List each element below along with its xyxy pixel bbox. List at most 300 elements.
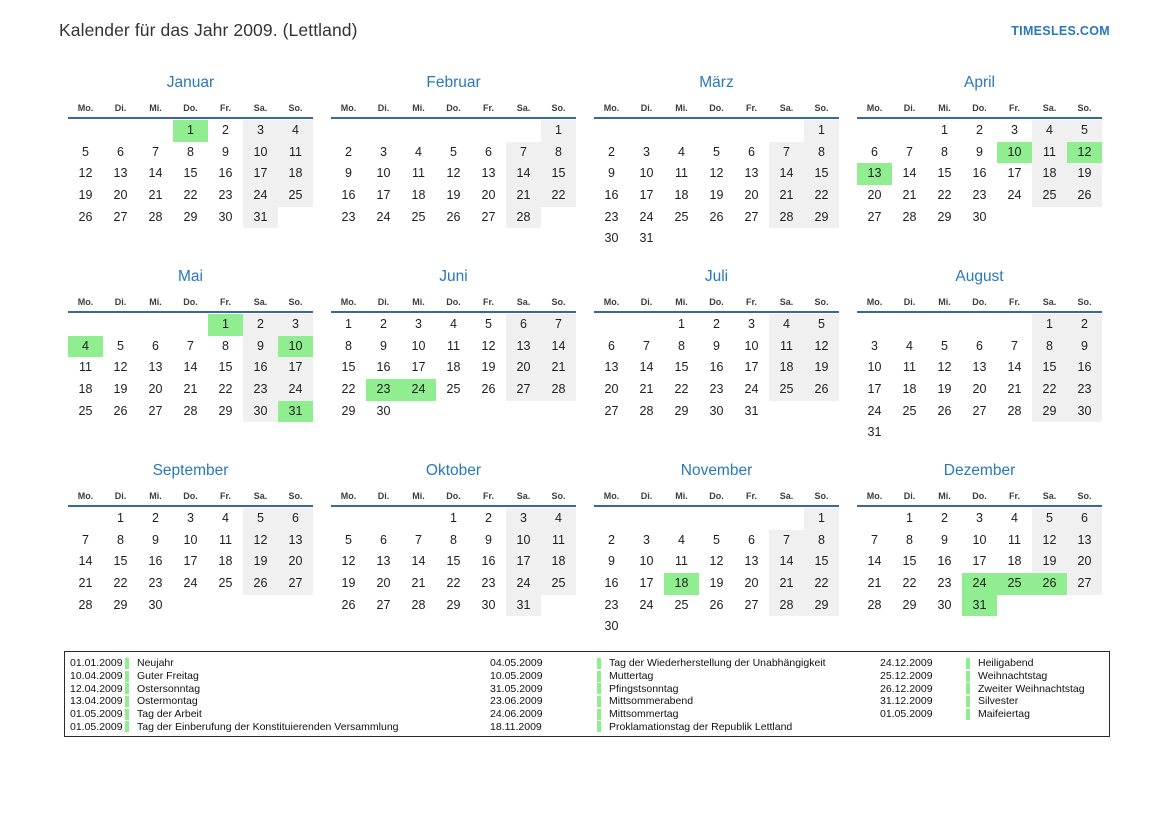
day-cell: 16 xyxy=(937,554,952,569)
day-cell: 17 xyxy=(278,357,313,379)
month-title: Januar xyxy=(166,74,215,91)
day-cell: 15 xyxy=(446,554,461,569)
calendar-grid xyxy=(68,72,1102,654)
day-cell: 7 xyxy=(82,532,89,547)
day-cell: 2 xyxy=(380,317,387,331)
day-cell: 27 xyxy=(113,209,128,224)
month-title: Dezember xyxy=(943,462,1016,479)
day-cell: 29 xyxy=(1032,401,1067,423)
day-cell-empty xyxy=(699,508,734,530)
day-cell: 27 xyxy=(278,573,313,595)
day-cell: 31 xyxy=(867,425,882,440)
day-cell: 29 xyxy=(218,403,233,418)
day-cell: 6 xyxy=(748,532,755,547)
holiday-marker-icon xyxy=(966,683,970,694)
day-cell: 30 xyxy=(972,209,987,224)
day-cell: 28 xyxy=(411,597,426,612)
day-cell: 5 xyxy=(713,144,720,159)
holiday-marker-icon xyxy=(597,658,601,669)
day-cell: 30 xyxy=(709,403,724,418)
day-cell: 25 xyxy=(78,403,93,418)
day-cell: 3 xyxy=(643,532,650,547)
day-cell-empty xyxy=(769,120,804,142)
day-cell: 4 xyxy=(1011,511,1018,525)
weekday-label: Do. xyxy=(446,491,461,501)
day-cell: 29 xyxy=(113,597,128,612)
day-cell: 14 xyxy=(769,163,804,185)
weekday-label: Fr. xyxy=(482,491,494,501)
day-grid xyxy=(68,120,313,228)
day-cell: 28 xyxy=(541,379,576,401)
legend-column xyxy=(880,657,1109,736)
holiday-marker-icon xyxy=(597,683,601,694)
day-cell: 22 xyxy=(902,576,917,591)
weekday-label: Di. xyxy=(903,103,916,113)
legend-name: Muttertag xyxy=(609,670,654,683)
legend-item xyxy=(880,670,1109,683)
day-cell-empty xyxy=(471,401,506,423)
day-cell: 21 xyxy=(902,188,917,203)
day-cell-empty xyxy=(892,120,927,142)
weekday-label: Do. xyxy=(972,103,987,113)
day-cell: 1 xyxy=(941,123,948,137)
legend-item xyxy=(490,708,880,721)
month-title: September xyxy=(152,462,229,479)
day-cell: 8 xyxy=(906,532,913,547)
day-cell: 26 xyxy=(446,209,461,224)
day-cell: 24 xyxy=(183,576,198,591)
day-cell: 18 xyxy=(541,551,576,573)
day-cell: 23 xyxy=(218,188,233,203)
day-cell: 24 xyxy=(376,209,391,224)
day-cell: 24 xyxy=(867,403,882,418)
day-cell: 15 xyxy=(902,554,917,569)
day-cell: 28 xyxy=(867,597,882,612)
legend-date: 04.05.2009 xyxy=(490,657,543,670)
day-cell: 27 xyxy=(867,209,882,224)
legend-item xyxy=(70,682,490,695)
day-cell: 20 xyxy=(148,382,163,397)
day-cell: 4 xyxy=(1032,120,1067,142)
day-cell-empty xyxy=(664,616,699,638)
day-cell-empty xyxy=(138,314,173,336)
holiday-marker-icon xyxy=(966,709,970,720)
day-cell: 24 xyxy=(506,573,541,595)
day-cell: 28 xyxy=(78,597,93,612)
month-block-september xyxy=(68,460,313,654)
day-cell: 22 xyxy=(341,382,356,397)
day-cell: 3 xyxy=(643,144,650,159)
day-cell: 16 xyxy=(604,576,619,591)
day-cell-empty xyxy=(1032,595,1067,617)
day-cell: 16 xyxy=(218,166,233,181)
day-cell: 3 xyxy=(415,317,422,331)
day-cell: 6 xyxy=(117,144,124,159)
day-cell-empty xyxy=(857,314,892,336)
day-cell-empty xyxy=(173,314,208,336)
legend-name: Tag der Arbeit xyxy=(137,708,202,721)
weekday-label: Di. xyxy=(377,103,390,113)
day-cell-holiday: 18 xyxy=(664,573,699,595)
day-cell: 20 xyxy=(113,188,128,203)
weekday-label: Fr. xyxy=(1008,297,1020,307)
weekday-label: Di. xyxy=(903,491,916,501)
day-cell: 7 xyxy=(187,338,194,353)
day-cell-empty xyxy=(769,508,804,530)
day-cell-empty xyxy=(962,314,997,336)
day-cell: 13 xyxy=(481,166,496,181)
day-cell-empty xyxy=(506,120,541,142)
day-cell: 22 xyxy=(1032,379,1067,401)
day-cell-empty xyxy=(997,207,1032,229)
day-cell: 21 xyxy=(769,573,804,595)
day-cell: 2 xyxy=(222,123,229,137)
weekday-label: Sa. xyxy=(1042,491,1057,501)
weekday-label: So. xyxy=(288,103,303,113)
day-cell: 1 xyxy=(804,120,839,142)
weekday-header-row xyxy=(68,98,313,119)
day-cell-empty xyxy=(997,422,1032,444)
day-cell: 26 xyxy=(243,573,278,595)
day-cell: 2 xyxy=(608,532,615,547)
weekday-header-row xyxy=(594,292,839,313)
day-cell-empty xyxy=(436,120,471,142)
weekday-header-row xyxy=(594,98,839,119)
day-cell: 19 xyxy=(1032,551,1067,573)
day-cell: 4 xyxy=(678,532,685,547)
day-cell-holiday: 26 xyxy=(1032,573,1067,595)
day-cell: 13 xyxy=(604,360,619,375)
holiday-marker-icon xyxy=(125,658,129,669)
day-cell: 10 xyxy=(867,360,882,375)
weekday-label: Do. xyxy=(446,297,461,307)
day-cell: 13 xyxy=(278,530,313,552)
day-cell: 19 xyxy=(341,576,356,591)
day-cell: 5 xyxy=(713,532,720,547)
day-cell: 11 xyxy=(1008,532,1021,547)
day-cell: 8 xyxy=(222,338,229,353)
day-cell: 14 xyxy=(411,554,426,569)
day-cell: 4 xyxy=(906,338,913,353)
day-cell-empty xyxy=(804,228,839,250)
legend-item xyxy=(880,695,1109,708)
weekday-label: Do. xyxy=(183,103,198,113)
day-cell: 22 xyxy=(804,573,839,595)
weekday-label: Mi. xyxy=(412,297,425,307)
day-cell: 22 xyxy=(541,185,576,207)
day-cell: 21 xyxy=(541,357,576,379)
weekday-label: Mi. xyxy=(149,297,162,307)
day-cell-empty xyxy=(366,120,401,142)
day-cell: 14 xyxy=(769,551,804,573)
day-cell: 9 xyxy=(485,532,492,547)
day-cell: 17 xyxy=(1007,166,1022,181)
day-cell: 27 xyxy=(376,597,391,612)
day-cell: 31 xyxy=(506,595,541,617)
day-grid xyxy=(594,314,839,422)
day-cell: 15 xyxy=(541,163,576,185)
day-cell: 28 xyxy=(506,207,541,229)
day-cell: 27 xyxy=(481,209,496,224)
weekday-label: Mo. xyxy=(77,103,94,113)
legend-name: Ostersonntag xyxy=(137,682,201,695)
day-cell: 23 xyxy=(148,576,163,591)
legend-name: Maifeiertag xyxy=(978,708,1030,721)
weekday-label: Sa. xyxy=(516,491,531,501)
day-grid xyxy=(331,120,576,228)
day-cell: 18 xyxy=(278,163,313,185)
day-cell: 8 xyxy=(678,338,685,353)
weekday-label: Sa. xyxy=(516,103,531,113)
day-cell: 17 xyxy=(376,188,391,203)
weekday-header-row xyxy=(331,486,576,507)
weekday-label: So. xyxy=(288,491,303,501)
day-cell-empty xyxy=(857,508,892,530)
day-cell: 7 xyxy=(541,314,576,336)
weekday-label: Mo. xyxy=(77,297,94,307)
day-cell: 19 xyxy=(78,188,93,203)
day-cell: 27 xyxy=(744,209,759,224)
weekday-label: So. xyxy=(1077,491,1092,501)
day-cell: 22 xyxy=(446,576,461,591)
weekday-label: Mi. xyxy=(938,491,951,501)
weekday-label: Fr. xyxy=(219,103,231,113)
weekday-label: Mi. xyxy=(938,103,951,113)
day-cell: 6 xyxy=(871,144,878,159)
day-cell-empty xyxy=(331,508,366,530)
weekday-label: Di. xyxy=(640,297,653,307)
day-cell: 28 xyxy=(1007,403,1022,418)
day-cell-empty xyxy=(804,616,839,638)
day-cell: 9 xyxy=(976,144,983,159)
day-cell: 13 xyxy=(376,554,391,569)
day-grid xyxy=(331,508,576,616)
day-cell-empty xyxy=(594,120,629,142)
day-cell: 19 xyxy=(709,576,724,591)
day-cell: 28 xyxy=(769,207,804,229)
day-cell: 20 xyxy=(376,576,391,591)
day-cell: 26 xyxy=(481,382,496,397)
day-cell: 7 xyxy=(415,532,422,547)
day-cell-empty xyxy=(1032,207,1067,229)
day-cell: 16 xyxy=(972,166,987,181)
weekday-label: So. xyxy=(551,297,566,307)
day-cell: 20 xyxy=(506,357,541,379)
day-cell: 5 xyxy=(450,144,457,159)
weekday-label: Fr. xyxy=(1008,103,1020,113)
day-cell-empty xyxy=(278,595,313,617)
day-cell-empty xyxy=(769,616,804,638)
legend-date: 26.12.2009 xyxy=(880,682,933,695)
day-cell: 9 xyxy=(243,336,278,358)
weekday-label: Fr. xyxy=(219,491,231,501)
day-cell: 6 xyxy=(506,314,541,336)
day-cell: 15 xyxy=(218,360,233,375)
day-cell: 17 xyxy=(744,360,759,375)
day-cell: 31 xyxy=(744,403,759,418)
day-cell-empty xyxy=(401,120,436,142)
day-cell-empty xyxy=(629,616,664,638)
day-cell: 6 xyxy=(748,144,755,159)
day-cell-holiday: 24 xyxy=(401,379,436,401)
weekday-label: Di. xyxy=(114,103,127,113)
day-cell: 2 xyxy=(941,511,948,525)
day-cell: 24 xyxy=(278,379,313,401)
legend-date: 01.05.2009 xyxy=(70,708,123,721)
day-cell-holiday: 24 xyxy=(962,573,997,595)
day-cell-empty xyxy=(734,120,769,142)
day-cell: 4 xyxy=(769,314,804,336)
day-cell: 15 xyxy=(183,166,198,181)
day-cell: 17 xyxy=(639,576,654,591)
day-cell: 6 xyxy=(608,338,615,353)
day-cell: 10 xyxy=(972,532,987,547)
day-cell: 11 xyxy=(219,532,232,547)
day-cell: 11 xyxy=(675,554,688,569)
day-cell: 27 xyxy=(148,403,163,418)
day-cell: 23 xyxy=(481,576,496,591)
day-cell: 16 xyxy=(481,554,496,569)
day-cell: 14 xyxy=(867,554,882,569)
weekday-header-row xyxy=(331,292,576,313)
day-cell: 7 xyxy=(871,532,878,547)
weekday-label: Sa. xyxy=(253,103,268,113)
day-cell: 5 xyxy=(941,338,948,353)
day-cell: 30 xyxy=(218,209,233,224)
day-cell-empty xyxy=(629,508,664,530)
day-cell: 10 xyxy=(243,142,278,164)
day-cell: 8 xyxy=(345,338,352,353)
day-cell: 21 xyxy=(769,185,804,207)
weekday-label: Mo. xyxy=(340,491,357,501)
holiday-marker-icon xyxy=(597,671,601,682)
holiday-marker-icon xyxy=(597,721,601,732)
day-cell: 19 xyxy=(937,382,952,397)
day-cell: 28 xyxy=(769,595,804,617)
month-block-dezember xyxy=(857,460,1102,654)
day-cell: 7 xyxy=(643,338,650,353)
day-cell: 11 xyxy=(903,360,916,375)
day-cell: 18 xyxy=(1032,163,1067,185)
weekday-label: So. xyxy=(814,103,829,113)
day-cell: 18 xyxy=(1007,554,1022,569)
month-block-april xyxy=(857,72,1102,266)
day-cell: 12 xyxy=(481,338,496,353)
weekday-label: Mi. xyxy=(675,491,688,501)
day-cell-empty xyxy=(734,228,769,250)
day-cell: 19 xyxy=(481,360,496,375)
day-cell: 19 xyxy=(804,357,839,379)
day-cell: 2 xyxy=(485,511,492,525)
day-cell: 3 xyxy=(871,338,878,353)
day-cell-holiday: 1 xyxy=(208,314,243,336)
day-cell: 5 xyxy=(345,532,352,547)
legend-column xyxy=(70,657,490,736)
day-cell-holiday: 4 xyxy=(68,336,103,358)
day-cell: 26 xyxy=(804,379,839,401)
legend-item xyxy=(490,670,880,683)
day-cell: 18 xyxy=(674,188,689,203)
day-cell: 8 xyxy=(941,144,948,159)
weekday-label: So. xyxy=(1077,297,1092,307)
legend-name: Tag der Wiederherstellung der Unabhängigkeit xyxy=(609,657,826,670)
day-cell: 12 xyxy=(1032,530,1067,552)
day-cell-empty xyxy=(927,422,962,444)
weekday-label: Sa. xyxy=(516,297,531,307)
day-cell: 31 xyxy=(639,231,654,246)
month-title: Mai xyxy=(178,268,203,285)
day-cell: 25 xyxy=(446,382,461,397)
day-cell: 29 xyxy=(446,597,461,612)
day-cell: 12 xyxy=(78,166,93,181)
day-cell: 1 xyxy=(541,120,576,142)
day-cell: 16 xyxy=(148,554,163,569)
day-cell: 25 xyxy=(541,573,576,595)
day-cell: 11 xyxy=(541,530,576,552)
day-cell: 5 xyxy=(243,508,278,530)
legend-date: 24.06.2009 xyxy=(490,708,543,721)
month-block-august xyxy=(857,266,1102,460)
month-title: November xyxy=(680,462,753,479)
day-cell: 2 xyxy=(713,317,720,331)
day-cell-holiday: 25 xyxy=(997,573,1032,595)
day-cell-holiday: 31 xyxy=(278,401,313,423)
day-cell: 1 xyxy=(117,511,124,525)
day-cell: 19 xyxy=(1067,163,1102,185)
day-cell: 19 xyxy=(243,551,278,573)
day-cell: 23 xyxy=(604,597,619,612)
day-cell: 2 xyxy=(976,123,983,137)
day-cell-empty xyxy=(962,422,997,444)
day-cell: 13 xyxy=(1067,530,1102,552)
holiday-legend xyxy=(64,651,1110,737)
weekday-label: So. xyxy=(814,491,829,501)
weekday-label: So. xyxy=(288,297,303,307)
day-cell-empty xyxy=(664,228,699,250)
day-cell: 21 xyxy=(639,382,654,397)
day-cell: 17 xyxy=(243,163,278,185)
day-cell: 4 xyxy=(278,120,313,142)
day-cell: 30 xyxy=(376,403,391,418)
day-cell: 20 xyxy=(1067,551,1102,573)
day-cell: 1 xyxy=(345,317,352,331)
day-cell-holiday: 13 xyxy=(857,163,892,185)
weekday-header-row xyxy=(594,486,839,507)
day-cell: 9 xyxy=(713,338,720,353)
day-cell: 9 xyxy=(1067,336,1102,358)
weekday-label: Sa. xyxy=(779,103,794,113)
day-cell: 8 xyxy=(804,530,839,552)
day-cell: 9 xyxy=(608,554,615,569)
day-cell-holiday: 31 xyxy=(962,595,997,617)
day-cell: 12 xyxy=(113,360,128,375)
day-cell: 30 xyxy=(604,619,619,634)
holiday-marker-icon xyxy=(125,709,129,720)
day-cell: 17 xyxy=(867,382,882,397)
brand-link[interactable]: TIMESLES.COM xyxy=(1011,24,1110,38)
day-cell: 24 xyxy=(1007,188,1022,203)
day-cell: 22 xyxy=(674,382,689,397)
day-cell: 1 xyxy=(450,511,457,525)
legend-date: 13.04.2009 xyxy=(70,695,123,708)
day-cell: 8 xyxy=(187,144,194,159)
day-cell: 12 xyxy=(937,360,952,375)
day-cell: 3 xyxy=(748,317,755,331)
day-cell: 13 xyxy=(744,554,759,569)
day-cell: 22 xyxy=(804,185,839,207)
day-grid xyxy=(857,314,1102,444)
day-cell: 3 xyxy=(278,314,313,336)
